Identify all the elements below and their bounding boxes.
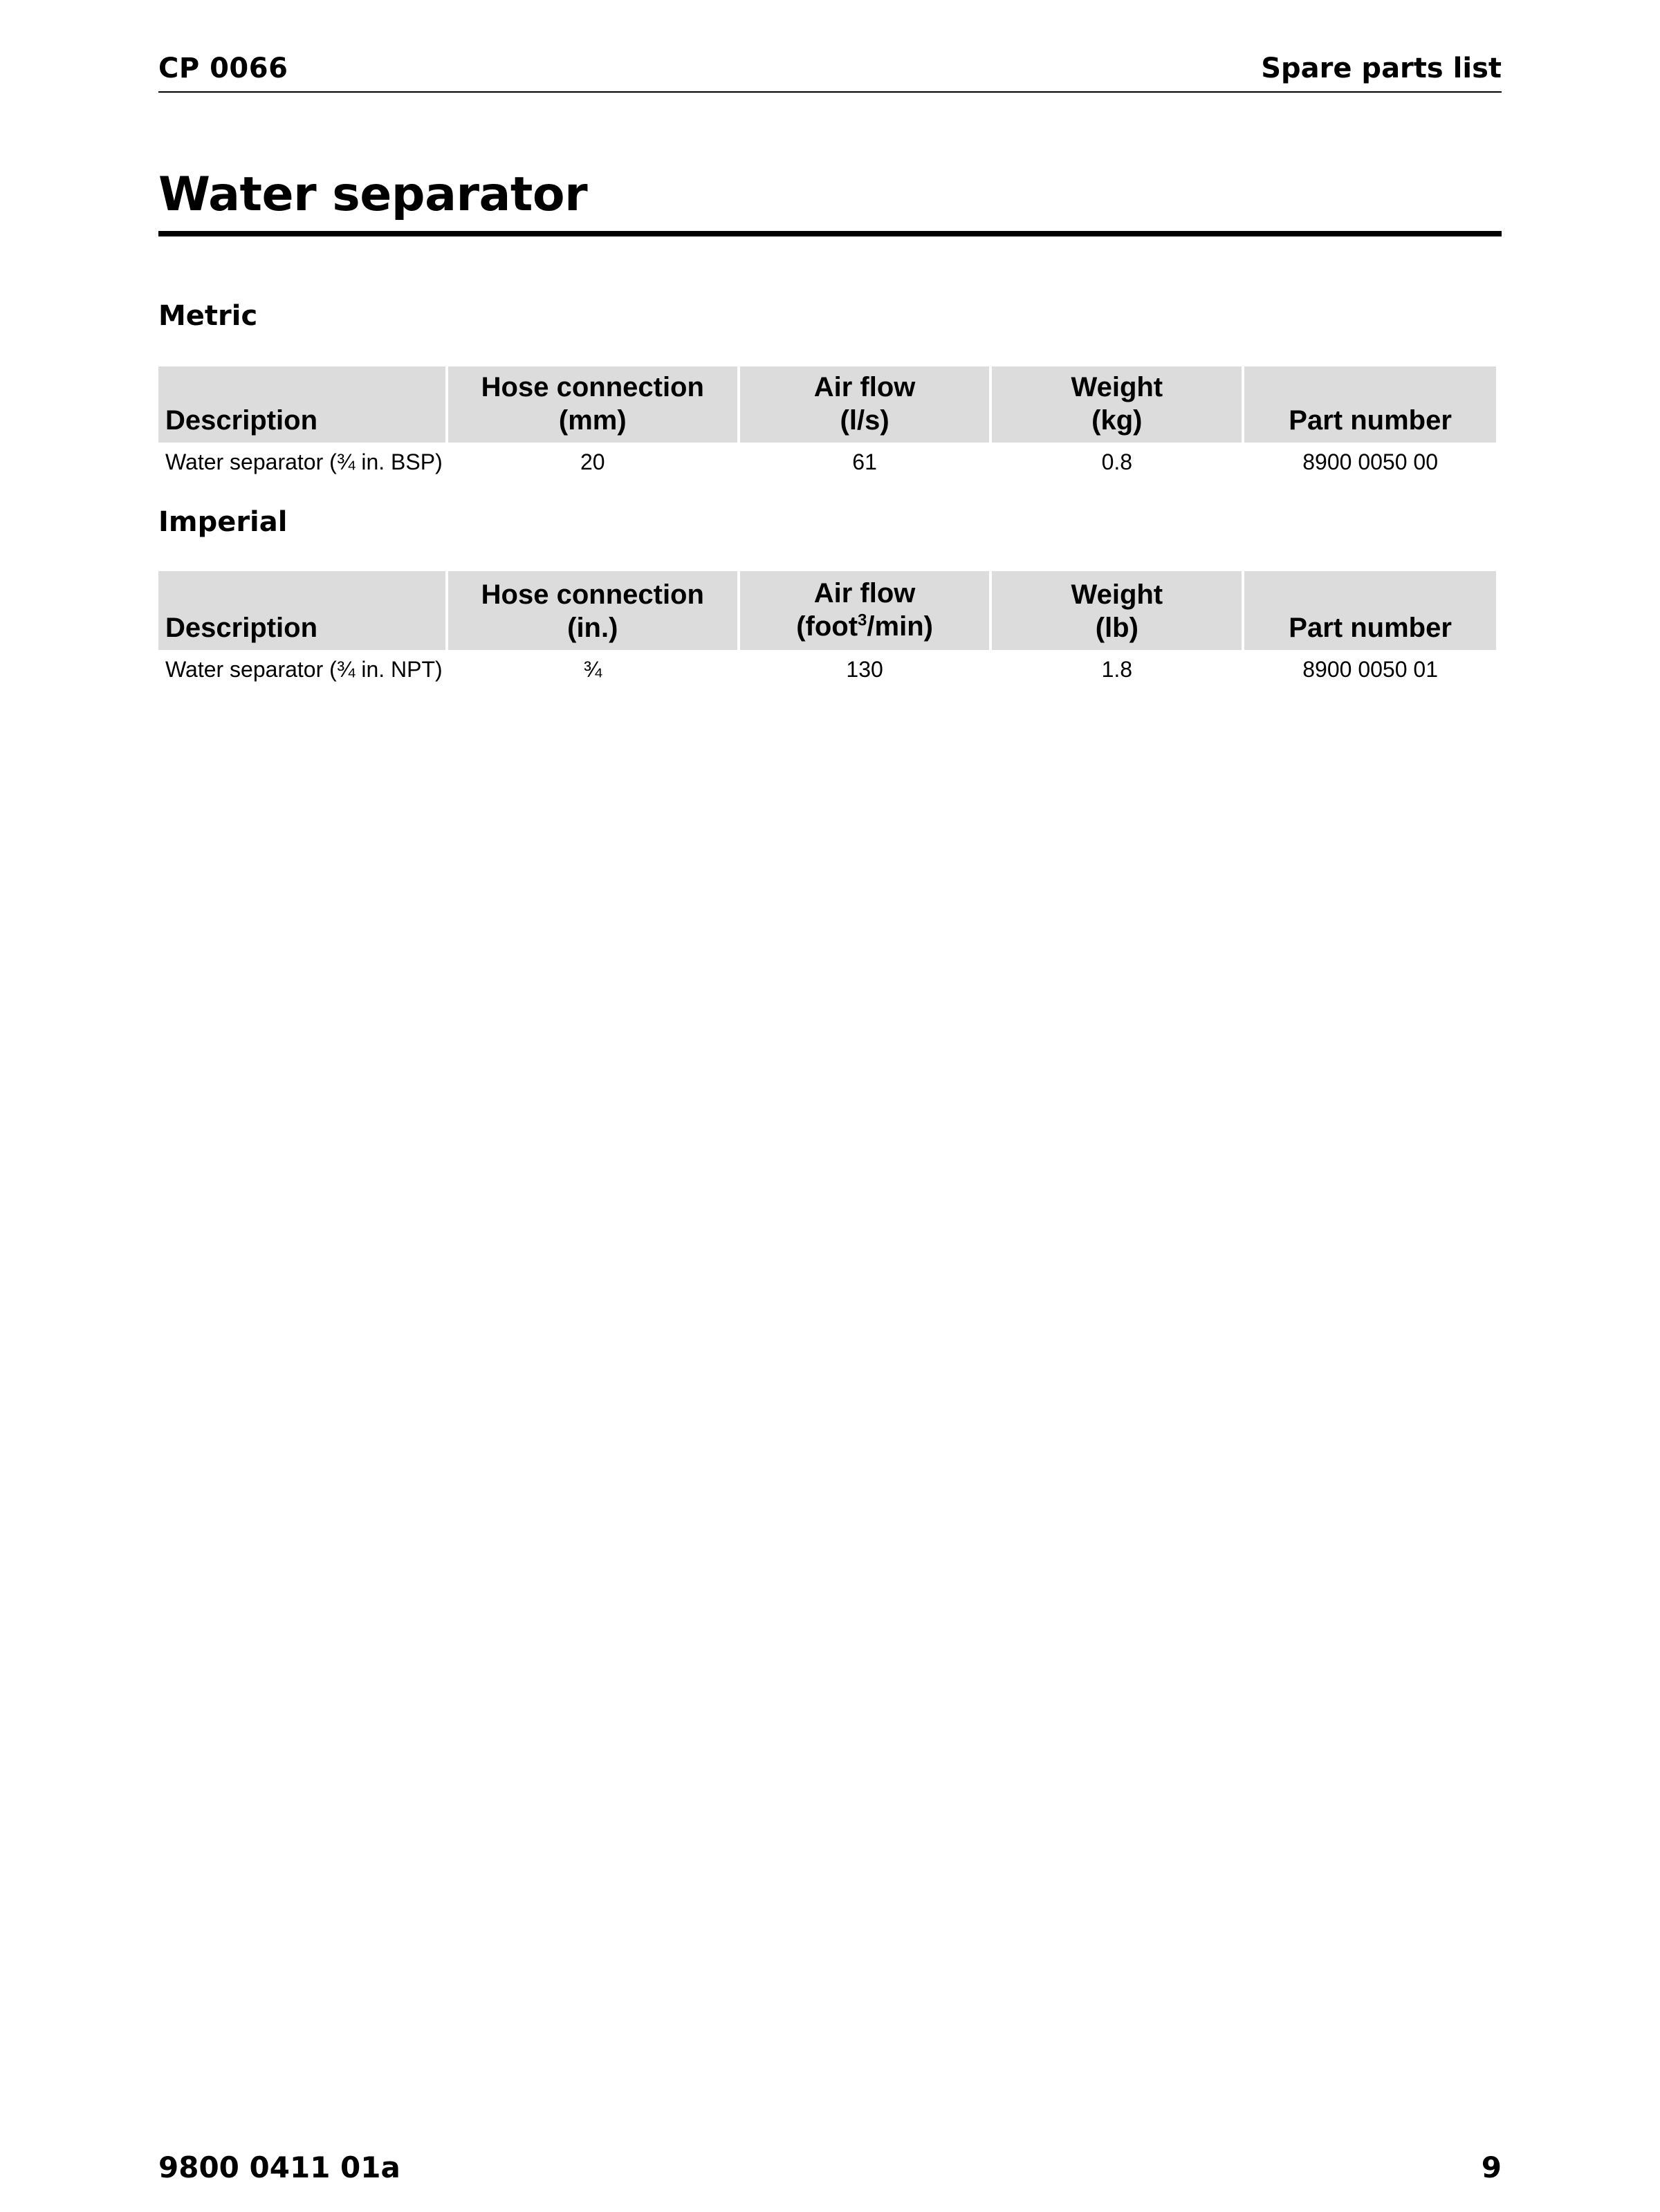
page-footer [158, 2150, 1502, 2192]
column-header-hose-connection: Hose connection (mm) [448, 366, 737, 443]
cell-description: Water separator (¾ in. NPT) [165, 657, 443, 682]
cell-air-flow: 130 [846, 657, 883, 682]
page-number: 9 [1481, 2150, 1502, 2184]
table-row [158, 443, 1496, 478]
column-header-description: Description [158, 571, 445, 650]
document-kind: Spare parts list [1261, 53, 1502, 84]
column-header-air-flow: Air flow (l/s) [740, 366, 990, 443]
cell-hose-connection: 20 [580, 449, 605, 474]
column-header-part-number: Part number [1244, 571, 1496, 650]
table-header-row [158, 366, 1496, 443]
document-number: 9800 0411 01a [158, 2150, 400, 2184]
cell-part-number: 8900 0050 00 [1302, 449, 1438, 474]
page-header [158, 50, 1502, 93]
table-row [158, 650, 1496, 686]
column-header-air-flow: Air flow (foot$^3$/min) [740, 571, 990, 650]
metric-table [156, 366, 1499, 478]
imperial-table [156, 571, 1499, 686]
cell-air-flow: 61 [852, 449, 877, 474]
cell-weight: 1.8 [1101, 657, 1133, 682]
cell-weight: 0.8 [1101, 449, 1133, 474]
column-header-description: Description [158, 366, 445, 443]
imperial-heading: Imperial [158, 506, 288, 538]
cell-hose-connection: ¾ [583, 657, 602, 682]
column-header-hose-connection: Hose connection (in.) [448, 571, 737, 650]
cell-description: Water separator (¾ in. BSP) [165, 449, 443, 474]
section-title [158, 162, 1502, 236]
column-header-weight: Weight (lb) [992, 571, 1242, 650]
metric-heading: Metric [158, 300, 258, 332]
page-title: Water separator [158, 167, 588, 222]
document-code: CP 0066 [158, 53, 288, 84]
column-header-part-number: Part number [1244, 366, 1496, 443]
cell-part-number: 8900 0050 01 [1302, 657, 1438, 682]
column-header-weight: Weight (kg) [992, 366, 1242, 443]
table-header-row [158, 571, 1496, 650]
